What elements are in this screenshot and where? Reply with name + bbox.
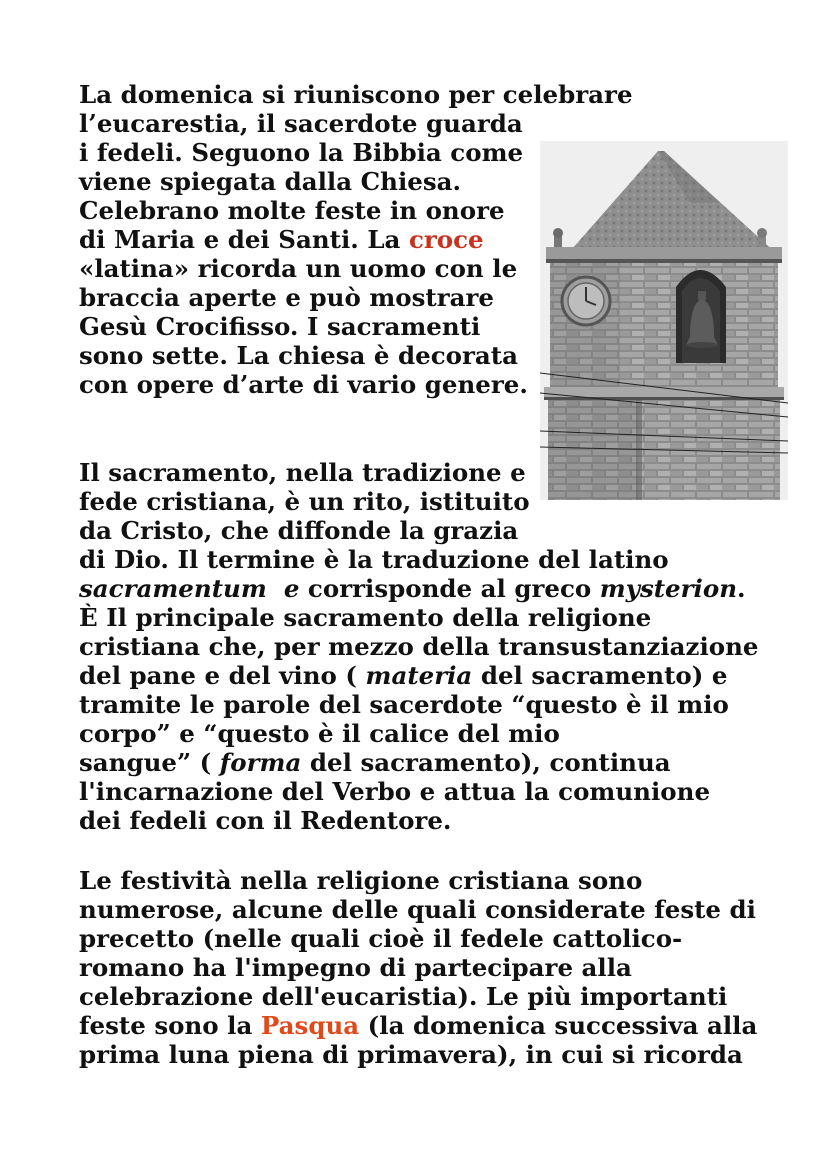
text-line: Celebrano molte feste in onore — [79, 196, 505, 225]
text-fragment: sangue” ( — [79, 748, 220, 777]
term-materia: materia — [365, 661, 473, 690]
text-line: celebrazione dell'eucaristia). Le più importanti — [79, 982, 728, 1011]
text-line: con opere d’arte di vario genere. — [79, 370, 528, 399]
text-fragment: feste sono la — [79, 1011, 261, 1040]
text-fragment: del sacramento) e — [472, 661, 728, 690]
term-sacramentum: sacramentum — [79, 574, 267, 603]
text-line: dei fedeli con il Redentore. — [79, 806, 452, 835]
text-line: da Cristo, che diffonde la grazia — [79, 516, 519, 545]
text-line: braccia aperte e può mostrare — [79, 283, 494, 312]
term-mysterion: mysterion — [599, 574, 738, 603]
text-line — [79, 661, 727, 690]
text-line: numerose, alcune delle quali considerate feste di — [79, 895, 756, 924]
text-line: l’eucarestia, il sacerdote guarda — [79, 109, 523, 138]
term-e: e — [283, 574, 300, 603]
text-line: di Dio. Il termine è la traduzione del latino — [79, 545, 669, 574]
highlight-pasqua: Pasqua — [260, 1011, 360, 1040]
text-line: i fedeli. Seguono la Bibbia come — [79, 138, 524, 167]
text-line: Gesù Crocifisso. I sacramenti — [79, 312, 481, 341]
text-line: fede cristiana, è un rito, istituito — [79, 487, 530, 516]
text-line: cristiana che, per mezzo della transustanziazione — [79, 632, 759, 661]
text-line: viene spiegata dalla Chiesa. — [79, 167, 462, 196]
text-fragment: del sacramento), continua — [301, 748, 671, 777]
text-fragment: (la domenica successiva alla — [359, 1011, 758, 1040]
text-line: Il sacramento, nella tradizione e — [79, 458, 526, 487]
text-fragment: del pane e del vino ( — [79, 661, 366, 690]
text-line: precetto (nelle quali cioè il fedele cattolico- — [79, 924, 683, 953]
text-line: tramite le parole del sacerdote “questo è il mio — [79, 690, 729, 719]
text-line: corpo” e “questo è il calice del mio — [79, 719, 560, 748]
text-line: l'incarnazione del Verbo e attua la comunione — [79, 777, 711, 806]
bell-tower-photo — [540, 141, 788, 500]
text-fragment: . — [737, 574, 746, 603]
text-line: romano ha l'impegno di partecipare alla — [79, 953, 632, 982]
text-line — [79, 574, 746, 603]
text-line: sono sette. La chiesa è decorata — [79, 341, 519, 370]
text-line: Le festività nella religione cristiana sono — [79, 866, 643, 895]
text-line — [79, 1011, 757, 1040]
text-line: «latina» ricorda un uomo con le — [79, 254, 518, 283]
term-forma: forma — [219, 748, 302, 777]
text-line: prima luna piena di primavera), in cui si ricorda — [79, 1040, 743, 1069]
text-line: È Il principale sacramento della religione — [79, 603, 652, 632]
highlight-croce: croce — [408, 225, 484, 254]
text-line — [79, 748, 671, 777]
text-line: La domenica si riuniscono per celebrare — [79, 80, 633, 109]
text-line — [79, 225, 484, 254]
text-fragment: corrisponde al greco — [299, 574, 600, 603]
text-fragment: di Maria e dei Santi. La — [79, 225, 409, 254]
